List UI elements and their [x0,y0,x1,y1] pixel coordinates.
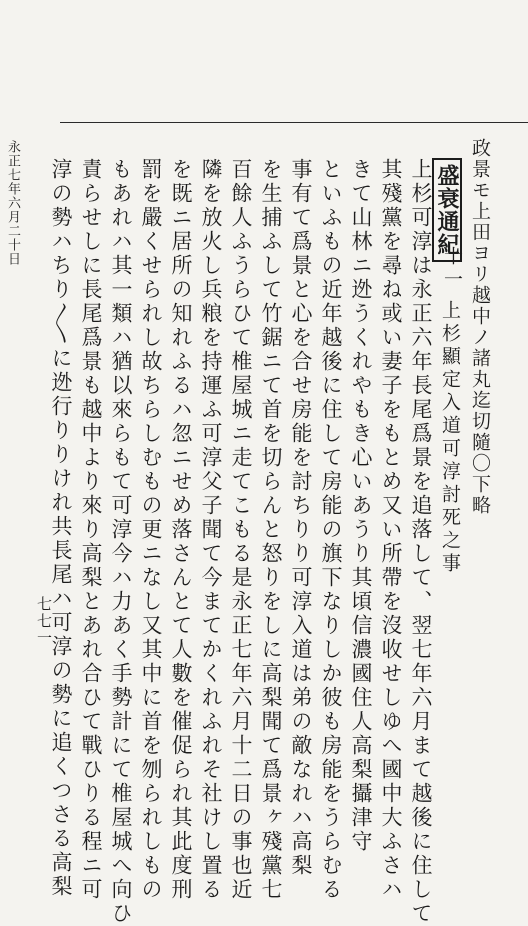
body-column: 罰を嚴くせられし故ちらしむもの更ニなし又其中に首を刎られしもの [139,158,163,902]
source-label: 盛衰通紀 [432,158,462,262]
section-number: 十一 [441,246,463,292]
body-column: きて山林ニ迯うくれやもき心いあうり其頃信濃國住人高梨攝津守 [349,158,373,854]
body-column: といふもの近年越後に住して房能の旗下なりしか彼も房能をうらむる [319,158,343,902]
header-rule [60,122,528,123]
body-column: もあれハ其一類ハ猶以來らもて可淳今ハ力あく手勢計にて椎屋城へ向ひ [109,158,133,926]
page-number: 七七一 [35,596,53,647]
body-column: 淳の勢ハちり〱に迯行りりけれ共長尾ハ可淳の勢に追くつさる高梨 [49,158,73,899]
body-column: 上杉可淳は永正六年長尾爲景を追落して、翌七年六月まて越後に住して [409,158,433,926]
body-column: を生捕ふして竹鋸ニて首を切らんと怒りをしに高梨聞て爲景ヶ殘黨七 [259,158,283,902]
body-column: 責らせしに長尾爲景も越中より來り高梨とあれ合ひて戰ひりる程ニ可 [79,158,103,902]
body-column: 百餘人ふうらひて椎屋城ニ走てこもる是永正七年六月十二日の事也近 [229,158,253,902]
body-column: 事有て爲景と心を合せ房能を討ちりり可淳入道は弟の敵なれハ高梨 [289,158,313,878]
preceding-text-line: 政景モ上田ヨリ越中ノ諸丸迄切隨〇下略 [469,138,491,516]
running-head-date: 永正七年六月二十日 [5,140,20,266]
article-title: 上杉顯定入道可淳討死之事 [439,300,461,576]
body-column: 隣を放火し兵粮を持運ふ可淳父子聞て今まてかくれふれそ社けし置る [199,158,223,902]
body-column: 其殘黨を尋ね或い妻子をもとめ又い所帶を沒收せしゆへ國中大ふさハ [379,158,403,902]
body-column: を既ニ居所の知れふるハ忽ニせめ落さんとて人數を催促られ其此度刑 [169,158,193,902]
